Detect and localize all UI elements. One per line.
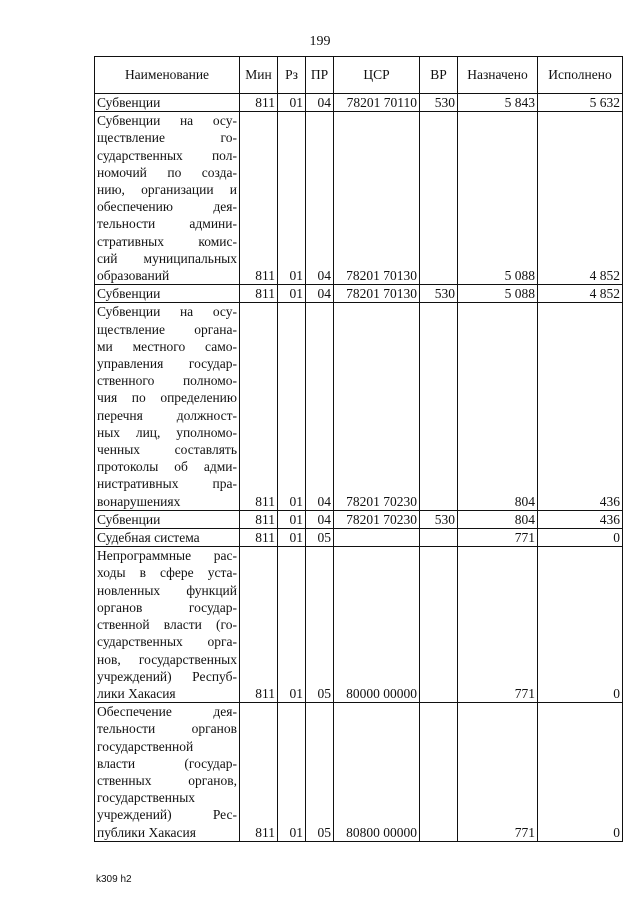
name-line: нию, организации и (97, 182, 237, 198)
name-line: Субвенции (97, 95, 161, 110)
cell-vr: 530 (420, 285, 458, 303)
name-line: ных лиц, уполномо- (97, 424, 237, 440)
cell-assigned: 804 (458, 510, 538, 528)
cell-min: 811 (240, 529, 278, 547)
cell-executed: 4 852 (538, 285, 623, 303)
cell-executed: 436 (538, 303, 623, 510)
cell-vr (420, 303, 458, 510)
header-pr: ПР (306, 57, 334, 94)
cell-rz: 01 (278, 303, 306, 510)
name-line: сударственных орга- (97, 634, 237, 650)
name-line: Субвенции на осу- (97, 113, 237, 129)
name-line: тельности админи- (97, 216, 237, 232)
name-line: Обеспечение дея- (97, 704, 237, 720)
name-line: государственной (97, 738, 194, 754)
name-line: тельности органов (97, 721, 237, 737)
cell-csr: 78201 70230 (334, 303, 420, 510)
cell-rz: 01 (278, 510, 306, 528)
table-row (95, 112, 623, 285)
name-line: ходы в сфере уста- (97, 565, 237, 581)
cell-executed: 0 (538, 703, 623, 842)
name-line: Субвенции (97, 286, 161, 302)
name-line: сударственных пол- (97, 147, 237, 163)
cell-executed: 4 852 (538, 112, 623, 285)
cell-assigned: 804 (458, 303, 538, 510)
header-min: Мин (240, 57, 278, 94)
name-line: Судебная система (97, 530, 200, 546)
name-line: нов, государственных (97, 651, 237, 667)
budget-table (94, 56, 623, 842)
cell-vr: 530 (420, 510, 458, 528)
name-line: учреждений) Респуб- (97, 668, 237, 684)
name-line: учреждений) Рес- (97, 807, 237, 823)
cell-pr: 04 (306, 94, 334, 112)
cell-min: 811 (240, 510, 278, 528)
name-line: ществление го- (97, 130, 237, 146)
cell-csr: 78201 70130 (334, 285, 420, 303)
page-number: 199 (309, 34, 331, 49)
cell-pr: 05 (306, 703, 334, 842)
cell-csr: 78201 70110 (334, 94, 420, 112)
cell-csr (334, 529, 420, 547)
cell-rz: 01 (278, 703, 306, 842)
cell-min: 811 (240, 94, 278, 112)
name-line: ченных составлять (97, 442, 237, 458)
header-vr: ВР (420, 57, 458, 94)
name-line: номочий по созда- (97, 164, 237, 180)
name-line: государственных (97, 790, 196, 806)
cell-name (95, 303, 240, 510)
name-line: ществление органа- (97, 321, 237, 337)
cell-name (95, 94, 240, 112)
table-row (95, 285, 623, 303)
cell-rz: 01 (278, 112, 306, 285)
name-line: вонарушениях (97, 493, 181, 509)
cell-csr: 80800 00000 (334, 703, 420, 842)
cell-min: 811 (240, 547, 278, 703)
cell-rz: 01 (278, 529, 306, 547)
name-line: власти (государ- (97, 755, 237, 771)
name-line: образований (97, 268, 170, 284)
name-line: управления государ- (97, 356, 237, 372)
cell-name (95, 529, 240, 547)
name-line: перечня должност- (97, 407, 237, 423)
cell-assigned: 5 843 (458, 94, 538, 112)
cell-assigned: 771 (458, 547, 538, 703)
cell-name (95, 510, 240, 528)
header-name: Наименование (95, 57, 240, 94)
cell-assigned: 771 (458, 703, 538, 842)
cell-vr (420, 547, 458, 703)
cell-name (95, 547, 240, 703)
table-row (95, 94, 623, 112)
name-line: сий муниципальных (97, 250, 237, 266)
name-line: новленных функций (97, 582, 237, 598)
cell-min: 811 (240, 285, 278, 303)
name-line: нистративных пра- (97, 476, 237, 492)
name-line: ми местного само- (97, 338, 237, 354)
cell-csr: 78201 70230 (334, 510, 420, 528)
name-line: обеспечению дея- (97, 199, 237, 215)
name-line: публики Хакасия (97, 824, 196, 840)
cell-pr: 04 (306, 303, 334, 510)
name-line: чия по определению (97, 390, 237, 406)
cell-executed: 0 (538, 547, 623, 703)
name-line: органов государ- (97, 599, 237, 615)
cell-vr: 530 (420, 94, 458, 112)
cell-rz: 01 (278, 547, 306, 703)
cell-pr: 04 (306, 112, 334, 285)
cell-csr: 80000 00000 (334, 547, 420, 703)
cell-executed: 5 632 (538, 94, 623, 112)
cell-min: 811 (240, 112, 278, 285)
table-row (95, 529, 623, 547)
cell-name (95, 112, 240, 285)
cell-executed: 436 (538, 510, 623, 528)
name-line: стративных комис- (97, 233, 237, 249)
name-line: Непрограммные рас- (97, 548, 237, 564)
cell-min: 811 (240, 703, 278, 842)
name-line: ственной власти (го- (97, 617, 237, 633)
name-line: ственных органов, (97, 772, 237, 788)
table-row (95, 703, 623, 842)
cell-pr: 04 (306, 510, 334, 528)
name-line: лики Хакасия (97, 685, 176, 701)
cell-csr: 78201 70130 (334, 112, 420, 285)
table-body (95, 94, 623, 842)
cell-executed: 0 (538, 529, 623, 547)
cell-rz: 01 (278, 94, 306, 112)
cell-rz: 01 (278, 285, 306, 303)
name-line: ственного полномо- (97, 373, 237, 389)
footer-code: k309 h2 (96, 874, 132, 885)
table-row (95, 510, 623, 528)
cell-assigned: 5 088 (458, 285, 538, 303)
table-row (95, 303, 623, 510)
cell-vr (420, 703, 458, 842)
header-rz: Рз (278, 57, 306, 94)
cell-pr: 04 (306, 285, 334, 303)
header-csr: ЦСР (334, 57, 420, 94)
name-line: Субвенции (97, 511, 161, 527)
cell-name (95, 285, 240, 303)
cell-name (95, 703, 240, 842)
cell-vr (420, 529, 458, 547)
cell-min: 811 (240, 303, 278, 510)
table-row (95, 547, 623, 703)
header-executed: Исполнено (538, 57, 623, 94)
cell-assigned: 771 (458, 529, 538, 547)
cell-assigned: 5 088 (458, 112, 538, 285)
cell-pr: 05 (306, 547, 334, 703)
table-header-row (95, 57, 623, 94)
name-line: протоколы об адми- (97, 459, 237, 475)
cell-vr (420, 112, 458, 285)
header-assigned: Назначено (458, 57, 538, 94)
cell-pr: 05 (306, 529, 334, 547)
name-line: Субвенции на осу- (97, 304, 237, 320)
